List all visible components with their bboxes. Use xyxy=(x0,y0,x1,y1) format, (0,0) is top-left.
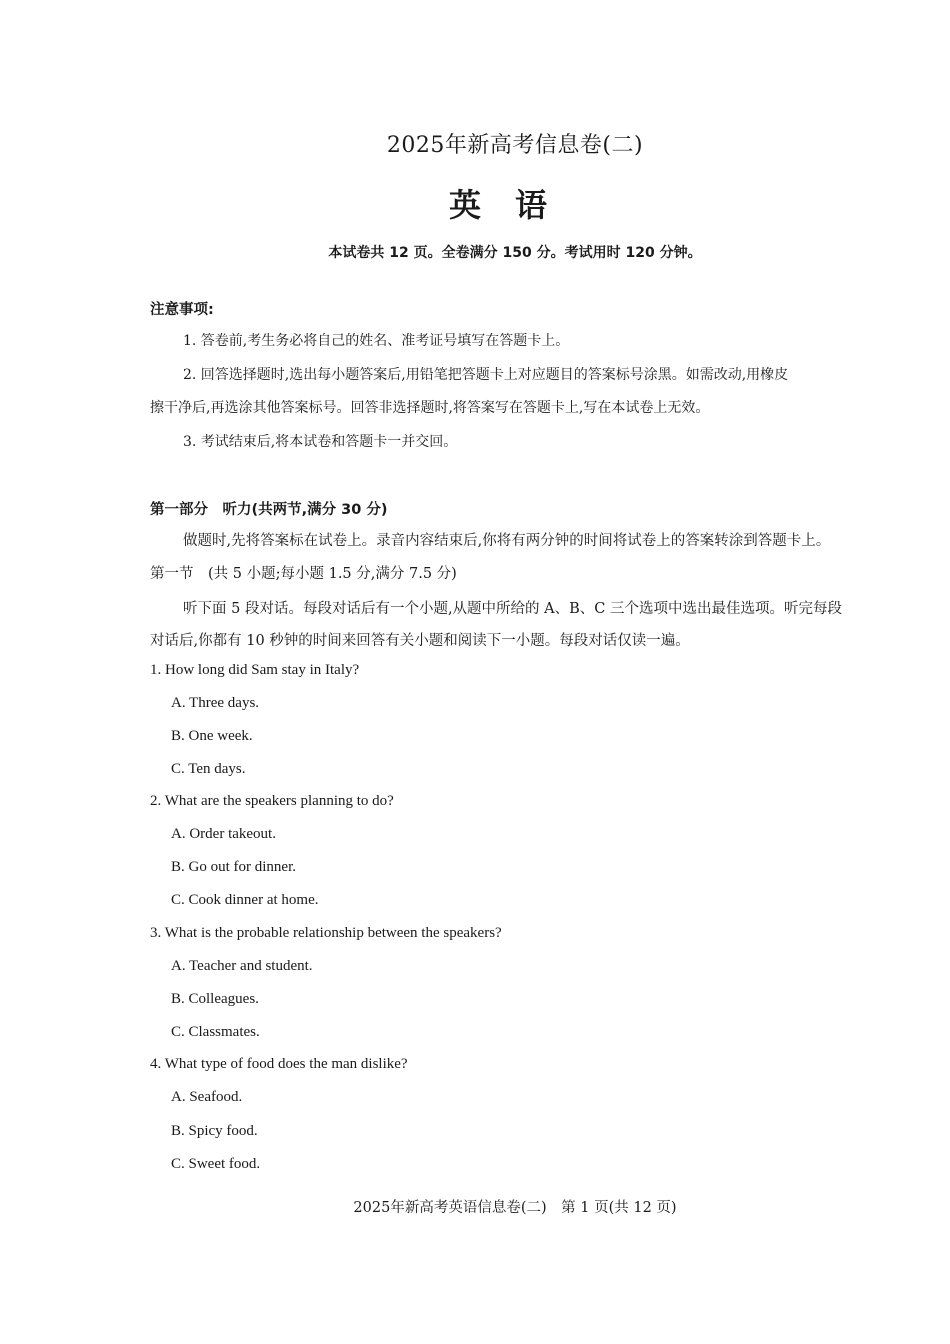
question-2-option-c: C. Cook dinner at home. xyxy=(171,892,319,908)
question-4-option-b: B. Spicy food. xyxy=(171,1123,258,1139)
exam-info: 本试卷共 12 页。全卷满分 150 分。考试用时 120 分钟。 xyxy=(328,245,702,261)
question-2: 2. What are the speakers planning to do? xyxy=(150,793,394,809)
notice-item: 擦干净后,再选涂其他答案标号。回答非选择题时,将答案写在答题卡上,写在本试卷上无效。 xyxy=(150,400,710,416)
question-2-option-b: B. Go out for dinner. xyxy=(171,859,296,875)
question-3-option-a: A. Teacher and student. xyxy=(171,958,313,974)
question-4-option-c: C. Sweet food. xyxy=(171,1156,261,1172)
part1-heading: 第一部分 听力(共两节,满分 30 分) xyxy=(150,502,388,518)
notice-item: 3. 考试结束后,将本试卷和答题卡一并交回。 xyxy=(183,434,458,450)
question-1-option-c: C. Ten days. xyxy=(171,761,246,777)
section1-instruction: 听下面 5 段对话。每段对话后有一个小题,从题中所给的 A、B、C 三个选项中选出最佳选项。听完每段 xyxy=(183,601,842,617)
question-1-option-a: A. Three days. xyxy=(171,695,260,711)
section1-instruction: 对话后,你都有 10 秒钟的时间来回答有关小题和阅读下一小题。每段对话仅读一遍。 xyxy=(150,633,690,649)
part1-instruction: 做题时,先将答案标在试卷上。录音内容结束后,你将有两分钟的时间将试卷上的答案转涂到答题卡上。 xyxy=(183,533,831,549)
question-2-option-a: A. Order takeout. xyxy=(171,826,276,842)
question-3-option-c: C. Classmates. xyxy=(171,1024,260,1040)
paper-title: 2025年新高考信息卷(二) xyxy=(386,133,644,158)
question-1: 1. How long did Sam stay in Italy? xyxy=(150,662,360,678)
notice-item: 2. 回答选择题时,选出每小题答案后,用铅笔把答题卡上对应题目的答案标号涂黑。如需改动,用橡皮 xyxy=(183,367,789,383)
question-4-option-a: A. Seafood. xyxy=(171,1089,243,1105)
question-4: 4. What type of food does the man dislike? xyxy=(150,1056,408,1072)
question-3: 3. What is the probable relationship between the speakers? xyxy=(150,925,502,941)
question-3-option-b: B. Colleagues. xyxy=(171,991,259,1007)
section1-heading: 第一节 (共 5 小题;每小题 1.5 分,满分 7.5 分) xyxy=(150,566,457,582)
notice-heading: 注意事项: xyxy=(150,302,214,318)
notice-item: 1. 答卷前,考生务必将自己的姓名、准考证号填写在答题卡上。 xyxy=(183,333,570,349)
page-footer: 2025年新高考英语信息卷(二) 第 1 页(共 12 页) xyxy=(353,1200,677,1216)
subject-title: 英语 xyxy=(448,186,581,224)
question-1-option-b: B. One week. xyxy=(171,728,253,744)
